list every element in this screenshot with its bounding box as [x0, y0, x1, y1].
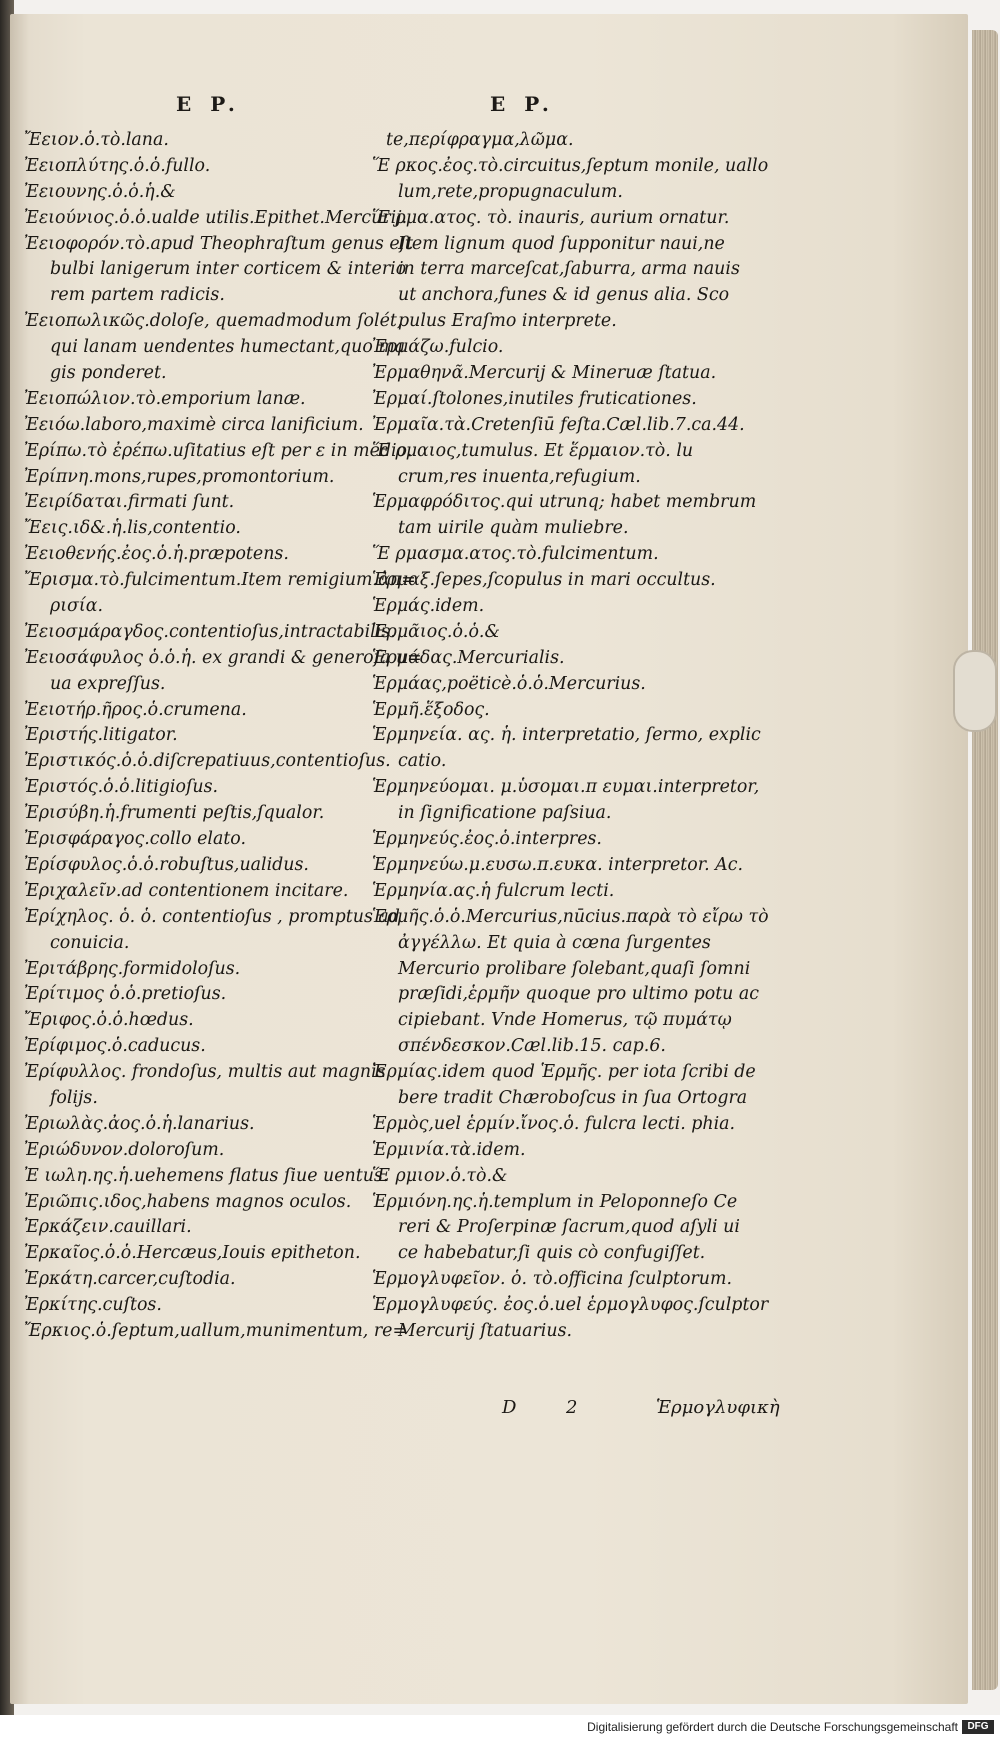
- footer-bar: [0, 1715, 1000, 1737]
- page-clip: [953, 650, 997, 732]
- dictionary-line: Ἐρμαί.ſtolones,inutiles fruticationes.: [372, 388, 697, 409]
- dictionary-line: bere tradit Chæroboſcus in ſua Ortogra: [398, 1087, 748, 1108]
- dictionary-line: Ἐειοπωλικῶς.doloſe, quemadmodum ſolét,: [24, 311, 403, 332]
- dictionary-line: Ἐειοφορόν.τὸ.apud Theophraſtum genus eſt: [24, 233, 414, 254]
- dictionary-line: Ἐρισύβη.ἡ.frumenti peſtis,ſqualor.: [24, 803, 325, 824]
- dictionary-line: Ἐειοπώλιον.τὸ.emporium lanæ.: [24, 388, 306, 409]
- dictionary-line: Ἐρίτιμος ὁ.ὁ.pretioſus.: [24, 984, 227, 1005]
- dictionary-line: Ἐρκάτη.carcer,cuſtodia.: [24, 1269, 236, 1290]
- dictionary-line: Ἑρμὸς,uel ἑρμίν.ἴνος.ὁ. fulcra lecti. phia.: [372, 1113, 736, 1134]
- dictionary-line: Ἑρμηνεύομαι. μ.ὑσομαι.π ευμαι.interpretor,: [372, 777, 760, 798]
- dictionary-line: Ἔρκιος.ὁ.ſeptum,uallum,munimentum, re=: [24, 1320, 408, 1341]
- dictionary-line: ua expreſſus.: [50, 673, 166, 694]
- dictionary-line: Ἑρμηνεύς.ἐος.ὁ.interpres.: [372, 829, 602, 850]
- dictionary-line: Ἐριχαλεῖν.ad contentionem incitare.: [24, 880, 349, 901]
- dictionary-line: Ἐριστός.ὁ.ὁ.litigioſus.: [24, 777, 219, 798]
- dictionary-line: Ἑρμηνία.ας.ἡ fulcrum lecti.: [372, 880, 615, 901]
- dictionary-line: Ἑρμάας,poëticè.ὁ.ὁ.Mercurius.: [372, 673, 646, 694]
- dictionary-line: Ἐειουνης.ὁ.ὁ.ἡ.&: [24, 181, 176, 202]
- signature-number: 2: [566, 1397, 578, 1418]
- dictionary-line: in terra marceſcat,ſaburra, arma nauis: [398, 259, 740, 280]
- dictionary-line: lum,rete,propugnaculum.: [398, 181, 623, 202]
- dictionary-line: Ἕ ρκος.ἐος.τὸ.circuitus,ſeptum monile, uallo: [372, 155, 769, 176]
- dictionary-line: Ἐειόω.laboro,maximè circa lanificium.: [24, 414, 364, 435]
- dictionary-line: Mercurij ſtatuarius.: [398, 1320, 573, 1341]
- dictionary-line: bulbi lanigerum inter corticem & interio: [50, 259, 407, 280]
- dictionary-line: Ἐρμαθηνᾶ.Mercurij & Mineruæ ſtatua.: [372, 363, 717, 384]
- dictionary-line: folijs.: [50, 1087, 98, 1108]
- dictionary-line: Ἐρίπω.τὸ ἐρέπω.uſitatius eſt per ε in medio.: [24, 440, 413, 461]
- dictionary-line: Ἐρίπνη.mons,rupes,promontorium.: [24, 466, 335, 487]
- dictionary-line: rem partem radicis.: [50, 285, 225, 306]
- dictionary-line: te,περίφραγμα,λῶμα.: [386, 130, 574, 150]
- dictionary-line: reri & Proſerpinæ ſacrum,quod aſyli ui: [398, 1217, 740, 1238]
- dictionary-line: Ἐριωλὰς.ἀος.ὁ.ἡ.lanarius.: [24, 1113, 255, 1134]
- dictionary-line: Ἑρμάδας.Mercurialis.: [372, 647, 565, 668]
- left-column: [24, 128, 422, 1345]
- left-running-head: E P.: [176, 92, 241, 116]
- dictionary-line: Ἔεις.ιδ&.ἡ.lis,contentio.: [24, 518, 241, 539]
- dictionary-line: Ἐειοθενής.ἐος.ὁ.ἡ.præpotens.: [24, 544, 289, 565]
- dictionary-line: Ἑρμίας.idem quod Ἑρμῆς. per iota ſcribi de: [372, 1062, 756, 1083]
- dictionary-line: Ἐρίφυλλος. frondoſus, multis aut magnis: [24, 1062, 386, 1083]
- dictionary-line: Ἐριῶπις.ιδος,habens magnos oculos.: [24, 1191, 352, 1212]
- dictionary-line: Ἐρισφάραγος.collo elato.: [24, 829, 247, 850]
- dictionary-line: Ἐρίχηλος. ὁ. ὁ. contentioſus , promptus ad: [24, 906, 400, 927]
- dictionary-line: Ἑρμαφρόδιτος.qui utrunq; habet membrum: [372, 492, 757, 513]
- catchword: Ἑρμογλυφικὴ: [656, 1397, 780, 1418]
- dictionary-line: Ἐειρίδαται.firmati ſunt.: [24, 492, 235, 513]
- dictionary-line: Ἐειοτήρ.ῆρος.ὁ.crumena.: [24, 699, 247, 720]
- dictionary-line: Ἐριστής.litigator.: [24, 725, 178, 746]
- dictionary-line: Item lignum quod ſupponitur naui,ne: [398, 233, 725, 254]
- dictionary-line: ut anchora,funes & id genus alia. Sco: [398, 285, 730, 306]
- dictionary-line: Ἑρμᾶιος.ὁ.ὁ.&: [372, 621, 500, 642]
- dictionary-line: Ἐρίφιμος.ὁ.caducus.: [24, 1036, 206, 1057]
- dictionary-line: Ἔρισμα.τὸ.fulcimentum.Item remigium.ἀπ=: [24, 570, 416, 591]
- dictionary-line: Ἐειοσάφυλος ὁ.ὁ.ἡ. ex grandi & generoſa u=: [24, 647, 422, 668]
- dictionary-line: Ἑρμῆ.ἕξοδος.: [372, 699, 490, 720]
- dictionary-line: crum,res inuenta,refugium.: [398, 466, 641, 487]
- dictionary-line: præſidi,ἑρμῆν quoque pro ultimo potu ac: [398, 984, 760, 1005]
- dictionary-line: Ἐρμάζω.fulcio.: [372, 337, 504, 358]
- dictionary-line: Ἐ ιωλη.ης.ἡ.uehemens flatus ſiue uentus.: [24, 1165, 389, 1186]
- dictionary-line: Ἑρμηνεία. ας. ἡ. interpretatio, ſermo, explic: [372, 725, 761, 746]
- dictionary-line: Ἑρμαξ.ſepes,ſcopulus in mari occultus.: [372, 570, 716, 591]
- dictionary-line: Ἐειούνιος.ὁ.ὁ.ualde utilis.Epithet.Mercurij.: [24, 207, 408, 228]
- dictionary-line: Ἐρκάζειν.cauillari.: [24, 1217, 192, 1238]
- dictionary-line: Ἑρμάς.idem.: [372, 596, 485, 617]
- funding-credit: Digitalisierung gefördert durch die Deutsche Forschungsgemeinschaft: [587, 1720, 958, 1734]
- dictionary-line: Ἕ ρμαιος,tumulus. Et ἕρμαιον.τὸ. lu: [372, 440, 694, 461]
- dictionary-line: Ἔριφος.ὁ.ὁ.hœdus.: [24, 1010, 194, 1031]
- dictionary-line: Ἑρμογλυφεύς. ἐος.ὁ.uel ἑρμογλυφος.ſculptor: [372, 1295, 769, 1316]
- dictionary-line: Ἑρμῆς.ὁ.ὁ.Mercurius,nūcius.παρὰ τὸ εἴρω τὸ: [372, 906, 769, 927]
- dictionary-line: catio.: [398, 751, 447, 772]
- dictionary-line: Ἑρμινία.τὰ.idem.: [372, 1139, 526, 1160]
- dictionary-line: Ἐριτάβρης.formidoloſus.: [24, 958, 241, 979]
- dictionary-line: in ſignificatione paſsiua.: [398, 803, 612, 824]
- dictionary-line: pulus Eraſmo interprete.: [398, 311, 617, 332]
- dictionary-line: Ἐρίσφυλος.ὁ.ὁ.robuſtus,ualidus.: [24, 854, 309, 875]
- page-edge: [972, 30, 998, 1690]
- dictionary-line: ce habebatur,ſi quis cò confugiſſet.: [398, 1243, 706, 1264]
- dictionary-line: Ἕ ρμιον.ὁ.τὸ.&: [372, 1165, 508, 1186]
- right-running-head: E P.: [490, 92, 555, 116]
- dictionary-line: ἀγγέλλω. Et quia à cœna ſurgentes: [398, 932, 711, 953]
- signature-mark: D: [502, 1397, 517, 1418]
- dictionary-line: Ἐειοπλύτης.ὁ.ὁ.fullo.: [24, 155, 211, 176]
- dictionary-line: gis ponderet.: [50, 363, 167, 384]
- right-column: [372, 128, 769, 1345]
- dictionary-line: Ἐρκίτης.cuſtos.: [24, 1295, 162, 1316]
- dictionary-line: conuicia.: [50, 932, 130, 953]
- dictionary-line: Ἐρμαῖα.τὰ.Cretenſiū feſta.Cæl.lib.7.ca.44.: [372, 414, 745, 435]
- dictionary-line: Mercurio prolibare ſolebant,quaſi ſomni: [398, 958, 751, 979]
- dictionary-line: σπένδεσκον.Cæl.lib.15. cap.6.: [398, 1036, 666, 1057]
- dictionary-line: cipiebant. Vnde Homerus, τῷ πυμάτῳ: [398, 1010, 732, 1031]
- dictionary-line: Ἕ ρμα.ατος. τὸ. inauris, aurium ornatur.: [372, 207, 730, 228]
- dictionary-line: Ἔειον.ὁ.τὸ.lana.: [24, 130, 169, 150]
- dictionary-line: Ἐριώδυνον.doloroſum.: [24, 1139, 225, 1160]
- dictionary-line: Ἐρκαῖος.ὁ.ὁ.Hercæus,Iouis epitheton.: [24, 1243, 361, 1264]
- dictionary-line: Ἐριστικός.ὁ.ὁ.diſcrepatiuus,contentioſus.: [24, 751, 391, 772]
- dictionary-line: ρισία.: [50, 596, 104, 617]
- dictionary-line: tam uirile quàm muliebre.: [398, 518, 629, 539]
- dfg-logo: DFG: [962, 1720, 994, 1734]
- dictionary-line: Ἕ ρμασμα.ατος.τὸ.fulcimentum.: [372, 544, 659, 565]
- dictionary-line: Ἑρμιόνη.ης.ἡ.templum in Peloponneſo Ce: [372, 1191, 738, 1212]
- dictionary-line: Ἑρμηνεύω.μ.ευσω.π.ευκα. interpretor. Ac.: [372, 854, 743, 875]
- dictionary-line: Ἑρμογλυφεῖον. ὁ. τὸ.officina ſculptorum.: [372, 1269, 732, 1290]
- dictionary-line: qui lanam uendentes humectant,quo ma: [50, 337, 406, 358]
- dictionary-line: Ἐειοσμάραγδος.contentioſus,intractabilis.: [24, 621, 396, 642]
